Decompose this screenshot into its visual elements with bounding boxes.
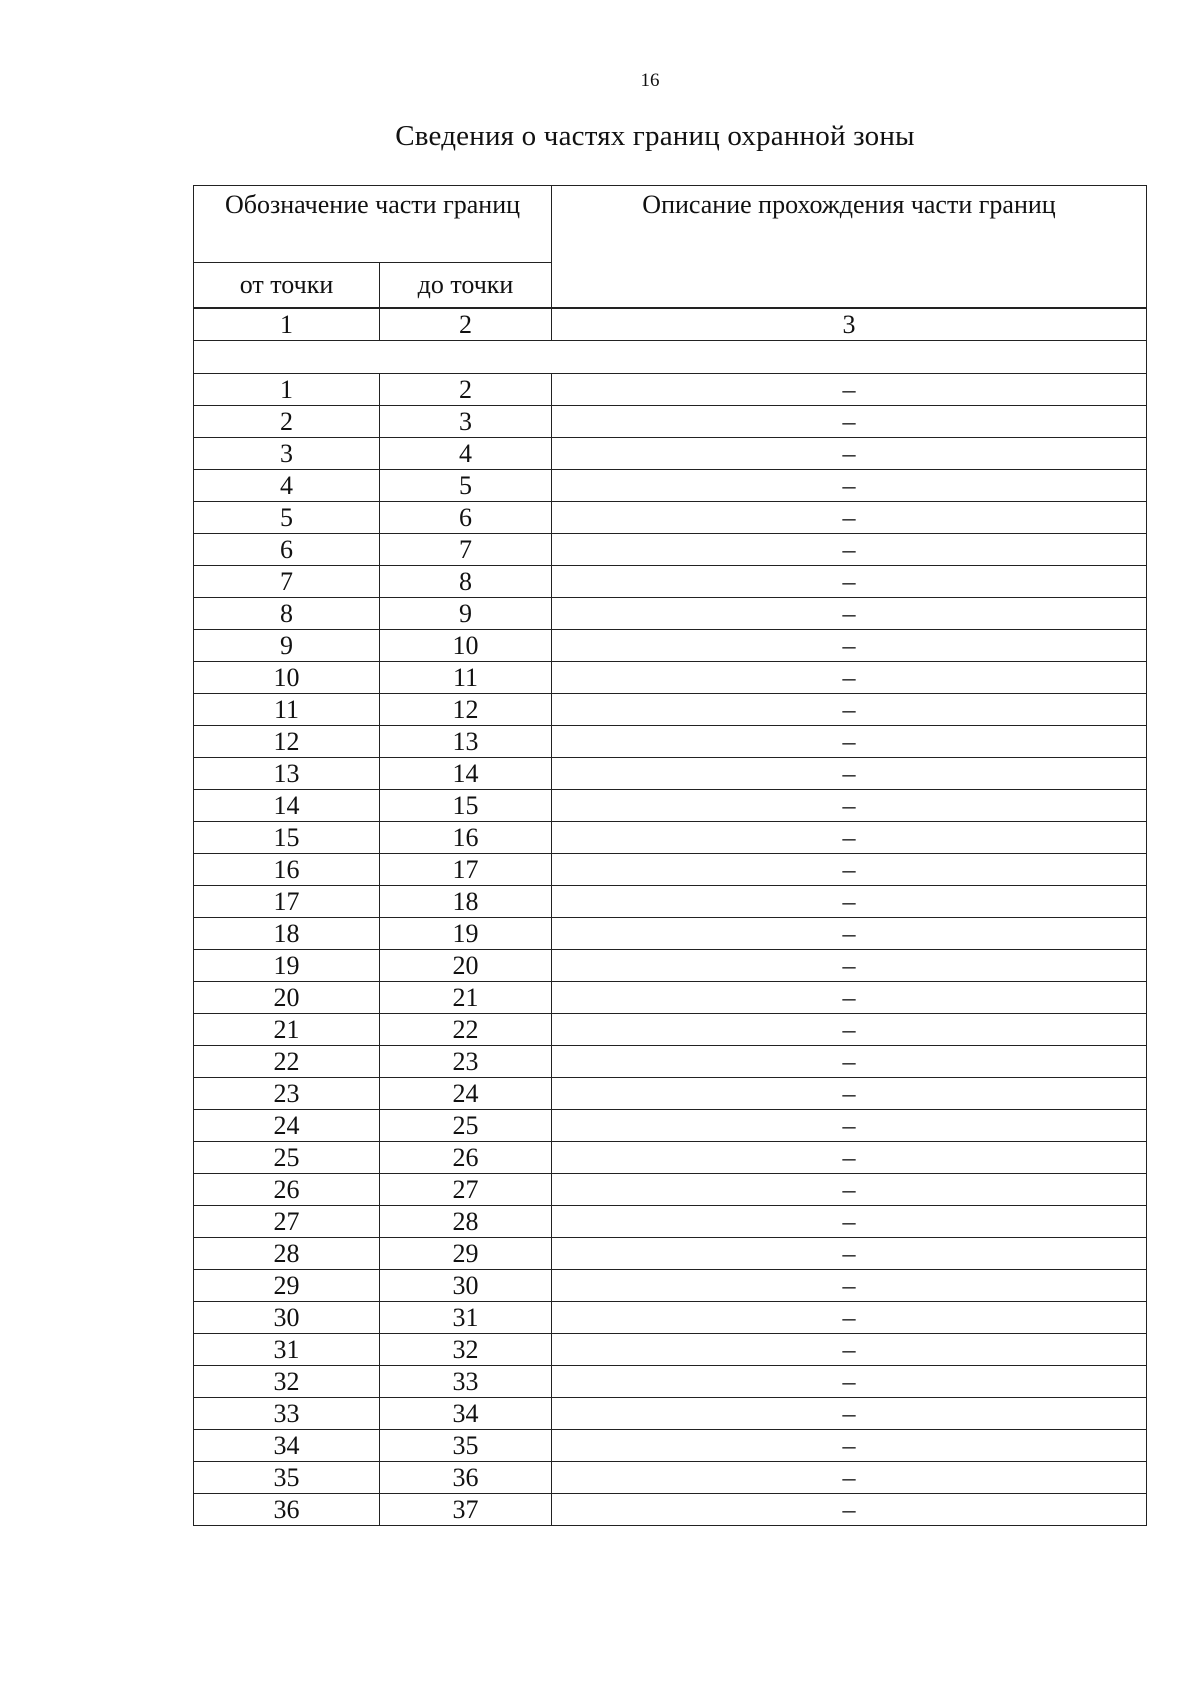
- description-cell: –: [552, 1430, 1147, 1462]
- table-row: [194, 630, 1147, 662]
- to-point-cell: 14: [380, 758, 552, 790]
- to-point-cell: 22: [380, 1014, 552, 1046]
- column-number: 1: [194, 309, 380, 341]
- to-point-cell: 10: [380, 630, 552, 662]
- table-row: [194, 950, 1147, 982]
- table-header: [193, 185, 1147, 308]
- to-point-cell: 36: [380, 1462, 552, 1494]
- from-point-cell: 16: [194, 854, 380, 886]
- description-cell: –: [552, 1462, 1147, 1494]
- description-cell: –: [552, 598, 1147, 630]
- from-point-cell: 31: [194, 1334, 380, 1366]
- blank-row: [194, 341, 1147, 374]
- from-point-cell: 28: [194, 1238, 380, 1270]
- to-point-cell: 8: [380, 566, 552, 598]
- to-point-cell: 21: [380, 982, 552, 1014]
- to-point-cell: 37: [380, 1494, 552, 1526]
- description-cell: –: [552, 534, 1147, 566]
- table-row: [194, 1366, 1147, 1398]
- table-row: [194, 1398, 1147, 1430]
- table-row: [194, 1462, 1147, 1494]
- table-row: [194, 1110, 1147, 1142]
- description-cell: –: [552, 470, 1147, 502]
- from-point-cell: 35: [194, 1462, 380, 1494]
- from-point-cell: 3: [194, 438, 380, 470]
- description-cell: –: [552, 854, 1147, 886]
- from-point-cell: 7: [194, 566, 380, 598]
- to-point-cell: 11: [380, 662, 552, 694]
- description-cell: –: [552, 1494, 1147, 1526]
- from-point-cell: 6: [194, 534, 380, 566]
- boundary-designation-header: Обозначение части границ: [194, 186, 552, 263]
- description-cell: –: [552, 982, 1147, 1014]
- table-row: [194, 1174, 1147, 1206]
- description-cell: –: [552, 950, 1147, 982]
- description-cell: –: [552, 1302, 1147, 1334]
- from-point-cell: 8: [194, 598, 380, 630]
- to-point-header: до точки: [380, 263, 552, 308]
- boundary-parts-table: [193, 308, 1147, 1526]
- from-point-cell: 9: [194, 630, 380, 662]
- table-row: [194, 406, 1147, 438]
- from-point-cell: 36: [194, 1494, 380, 1526]
- table-row: [194, 694, 1147, 726]
- blank-cell: [194, 341, 1147, 374]
- from-point-cell: 11: [194, 694, 380, 726]
- from-point-header: от точки: [194, 263, 380, 308]
- table-row: [194, 662, 1147, 694]
- description-cell: –: [552, 790, 1147, 822]
- column-number: 3: [552, 309, 1147, 341]
- description-cell: –: [552, 694, 1147, 726]
- to-point-cell: 13: [380, 726, 552, 758]
- table-row: [194, 534, 1147, 566]
- description-cell: –: [552, 1334, 1147, 1366]
- to-point-cell: 2: [380, 374, 552, 406]
- to-point-cell: 18: [380, 886, 552, 918]
- to-point-cell: 25: [380, 1110, 552, 1142]
- table-row: [194, 854, 1147, 886]
- table-row: [194, 982, 1147, 1014]
- description-cell: –: [552, 1014, 1147, 1046]
- description-cell: –: [552, 1142, 1147, 1174]
- from-point-cell: 1: [194, 374, 380, 406]
- description-cell: –: [552, 1398, 1147, 1430]
- from-point-cell: 24: [194, 1110, 380, 1142]
- to-point-cell: 32: [380, 1334, 552, 1366]
- from-point-cell: 29: [194, 1270, 380, 1302]
- from-point-cell: 26: [194, 1174, 380, 1206]
- to-point-cell: 6: [380, 502, 552, 534]
- description-cell: –: [552, 630, 1147, 662]
- column-number: 2: [380, 309, 552, 341]
- description-cell: –: [552, 374, 1147, 406]
- table-row: [194, 1078, 1147, 1110]
- from-point-cell: 22: [194, 1046, 380, 1078]
- description-cell: –: [552, 918, 1147, 950]
- table-row: [194, 758, 1147, 790]
- table-row: [194, 1046, 1147, 1078]
- from-point-cell: 12: [194, 726, 380, 758]
- from-point-cell: 4: [194, 470, 380, 502]
- from-point-cell: 34: [194, 1430, 380, 1462]
- to-point-cell: 12: [380, 694, 552, 726]
- from-point-cell: 27: [194, 1206, 380, 1238]
- table-row: [194, 438, 1147, 470]
- description-cell: –: [552, 758, 1147, 790]
- to-point-cell: 3: [380, 406, 552, 438]
- description-cell: –: [552, 1366, 1147, 1398]
- to-point-cell: 27: [380, 1174, 552, 1206]
- from-point-cell: 23: [194, 1078, 380, 1110]
- to-point-cell: 24: [380, 1078, 552, 1110]
- table-row: [194, 790, 1147, 822]
- from-point-cell: 33: [194, 1398, 380, 1430]
- to-point-cell: 30: [380, 1270, 552, 1302]
- table-row: [194, 1206, 1147, 1238]
- to-point-cell: 23: [380, 1046, 552, 1078]
- to-point-cell: 28: [380, 1206, 552, 1238]
- description-cell: –: [552, 1110, 1147, 1142]
- to-point-cell: 16: [380, 822, 552, 854]
- table-row: [194, 918, 1147, 950]
- to-point-cell: 35: [380, 1430, 552, 1462]
- to-point-cell: 9: [380, 598, 552, 630]
- to-point-cell: 26: [380, 1142, 552, 1174]
- description-cell: –: [552, 1238, 1147, 1270]
- table-row: [194, 1334, 1147, 1366]
- description-cell: –: [552, 1206, 1147, 1238]
- description-cell: –: [552, 1078, 1147, 1110]
- to-point-cell: 4: [380, 438, 552, 470]
- from-point-cell: 19: [194, 950, 380, 982]
- from-point-cell: 18: [194, 918, 380, 950]
- description-cell: –: [552, 406, 1147, 438]
- to-point-cell: 33: [380, 1366, 552, 1398]
- description-cell: –: [552, 1174, 1147, 1206]
- from-point-cell: 32: [194, 1366, 380, 1398]
- to-point-cell: 15: [380, 790, 552, 822]
- description-cell: –: [552, 662, 1147, 694]
- description-cell: –: [552, 1046, 1147, 1078]
- from-point-cell: 20: [194, 982, 380, 1014]
- page-number: 16: [640, 70, 660, 91]
- table-row: [194, 470, 1147, 502]
- description-cell: –: [552, 886, 1147, 918]
- to-point-cell: 5: [380, 470, 552, 502]
- table-row: [194, 1430, 1147, 1462]
- from-point-cell: 25: [194, 1142, 380, 1174]
- table-row: [194, 1302, 1147, 1334]
- to-point-cell: 34: [380, 1398, 552, 1430]
- table-row: [194, 822, 1147, 854]
- page-title: Сведения о частях границ охранной зоны: [395, 120, 915, 152]
- table-row: [194, 374, 1147, 406]
- table-row: [194, 886, 1147, 918]
- description-cell: –: [552, 726, 1147, 758]
- to-point-cell: 31: [380, 1302, 552, 1334]
- from-point-cell: 14: [194, 790, 380, 822]
- table-row: [194, 1270, 1147, 1302]
- description-cell: –: [552, 566, 1147, 598]
- table-row: [194, 1014, 1147, 1046]
- to-point-cell: 20: [380, 950, 552, 982]
- description-cell: –: [552, 438, 1147, 470]
- table-row: [194, 502, 1147, 534]
- from-point-cell: 15: [194, 822, 380, 854]
- from-point-cell: 17: [194, 886, 380, 918]
- table-row: [194, 566, 1147, 598]
- description-cell: –: [552, 502, 1147, 534]
- from-point-cell: 10: [194, 662, 380, 694]
- from-point-cell: 5: [194, 502, 380, 534]
- to-point-cell: 29: [380, 1238, 552, 1270]
- column-number-row: [194, 309, 1147, 341]
- table-row: [194, 1494, 1147, 1526]
- table-row: [194, 726, 1147, 758]
- description-cell: –: [552, 822, 1147, 854]
- table-row: [194, 1142, 1147, 1174]
- boundary-description-header: Описание прохождения части границ: [552, 186, 1147, 308]
- from-point-cell: 30: [194, 1302, 380, 1334]
- description-cell: –: [552, 1270, 1147, 1302]
- to-point-cell: 17: [380, 854, 552, 886]
- table-row: [194, 598, 1147, 630]
- from-point-cell: 13: [194, 758, 380, 790]
- from-point-cell: 21: [194, 1014, 380, 1046]
- from-point-cell: 2: [194, 406, 380, 438]
- to-point-cell: 19: [380, 918, 552, 950]
- table-row: [194, 1238, 1147, 1270]
- to-point-cell: 7: [380, 534, 552, 566]
